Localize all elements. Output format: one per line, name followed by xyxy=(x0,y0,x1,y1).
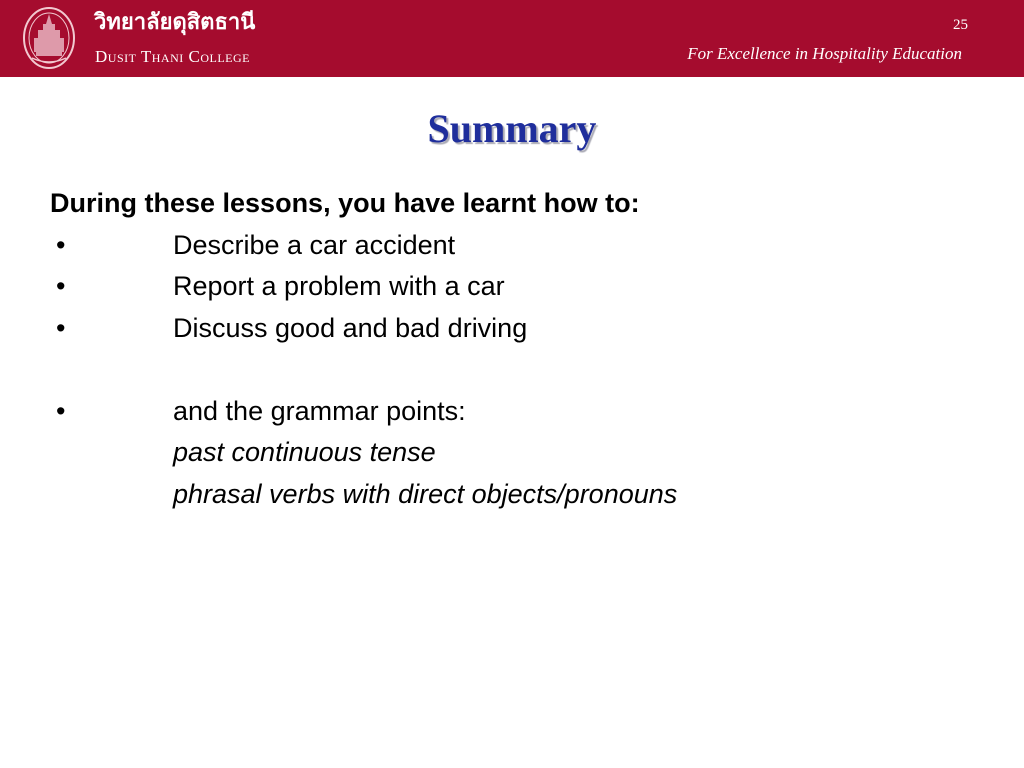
bullet-glyph: • xyxy=(56,395,66,426)
college-tagline: For Excellence in Hospitality Education xyxy=(687,44,962,63)
slide-title: Summary xyxy=(427,106,597,151)
grammar-point-text: past continuous tense xyxy=(173,437,436,467)
bullet-glyph: • xyxy=(56,229,66,260)
grammar-point-text: phrasal verbs with direct objects/pronouns xyxy=(173,478,678,509)
bullet-glyph: • xyxy=(56,312,66,343)
bullet-item xyxy=(50,266,990,308)
bullet-text: Report a problem with a car xyxy=(173,271,505,301)
bullet-item xyxy=(50,225,990,267)
grammar-bullet-text: and the grammar points: xyxy=(173,395,466,426)
college-seal-icon xyxy=(22,4,76,70)
grammar-point xyxy=(50,474,990,516)
grammar-bullet-item xyxy=(50,391,990,433)
page-number: 25 xyxy=(953,17,968,33)
grammar-point xyxy=(50,432,990,474)
header-bar xyxy=(0,0,1024,77)
bullet-item xyxy=(50,308,990,350)
intro-line: During these lessons, you have learnt how to: xyxy=(50,188,640,218)
college-name-thai: วิทยาลัยดุสิตธานี xyxy=(94,10,256,35)
spacer xyxy=(50,349,990,391)
slide-content xyxy=(50,183,990,515)
college-name-english: Dusit Thani College xyxy=(95,47,251,66)
bullet-glyph: • xyxy=(56,271,66,301)
bullet-text: Describe a car accident xyxy=(173,229,456,260)
bullet-text: Discuss good and bad driving xyxy=(173,312,528,343)
